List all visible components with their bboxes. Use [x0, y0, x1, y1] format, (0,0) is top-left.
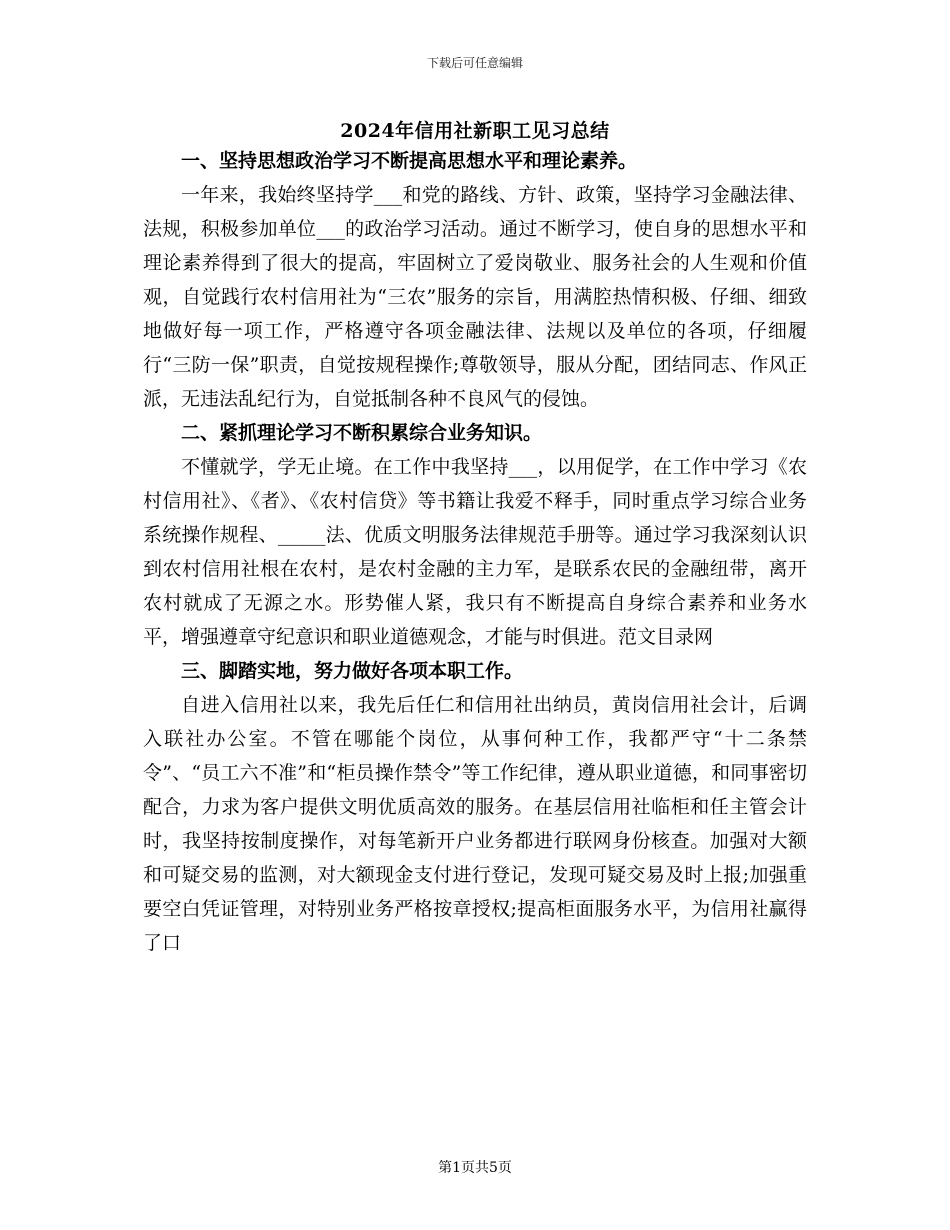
section-paragraph-3: 自进入信用社以来，我先后任仁和信用社出纳员，黄岗信用社会计，后调入联社办公室。不管在哪能个岗位，从事何种工作，我都严守“十二条禁令”、“员工六不准”和“柜员操作禁令”等工作纪律，遵从职业道德，和同事密切配合，力求为客户提供文明优质高效的服务。在基层信用社临柜和任主管会计时，我坚持按制度操作，对每笔新开户业务都进行联网身份核查。加强对大额和可疑交易的监测，对大额现金支付进行登记，发现可疑交易及时上报;加强重要空白凭证管理，对特别业务严格按章授权;提高柜面服务水平，为信用社赢得了口 [143, 694, 807, 954]
section-heading-1: 一、坚持思想政治学习不断提高思想水平和理论素养。 [181, 150, 638, 172]
section-heading-2: 二、紧抓理论学习不断积累综合业务知识。 [181, 422, 543, 444]
section-paragraph-2: 不懂就学，学无止境。在工作中我坚持___，以用促学，在工作中学习《农村信用社》、《者》、《农村信贷》等书籍让我爱不释手，同时重点学习综合业务系统操作规程、_____法、优质文明服务法律规范手册等。通过学习我深刻认识到农村信用社根在农村，是农村金融的主力军，是联系农民的金融纽带，离开农村就成了无源之水。形势催人紧，我只有不断提高自身综合素养和业务水平，增强遵章守纪意识和职业道德观念，才能与时俱进。范文目录网 [143, 456, 807, 648]
page-footer: 第1页共5页 [438, 1160, 512, 1176]
section-paragraph-1: 一年来，我始终坚持学___和党的路线、方针、政策，坚持学习金融法律、法规，积极参加单位___的政治学习活动。通过不断学习，使自身的思想水平和理论素养得到了很大的提高，牢固树立了爱岗敬业、服务社会的人生观和价值观，自觉践行农村信用社为“三农”服务的宗旨，用满腔热情积极、仔细、细致地做好每一项工作，严格遵守各项金融法律、法规以及单位的各项，仔细履行“三防一保”职责，自觉按规程操作;尊敬领导，服从分配，团结同志、作风正派，无违法乱纪行为，自觉抵制各种不良风气的侵蚀。 [143, 184, 807, 410]
section-heading-3: 三、脚踏实地，努力做好各项本职工作。 [181, 660, 524, 682]
header-note: 下载后可任意编辑 [426, 56, 523, 70]
document-title: 2024年信用社新职工见习总结 [340, 120, 610, 142]
document-body [143, 144, 807, 960]
